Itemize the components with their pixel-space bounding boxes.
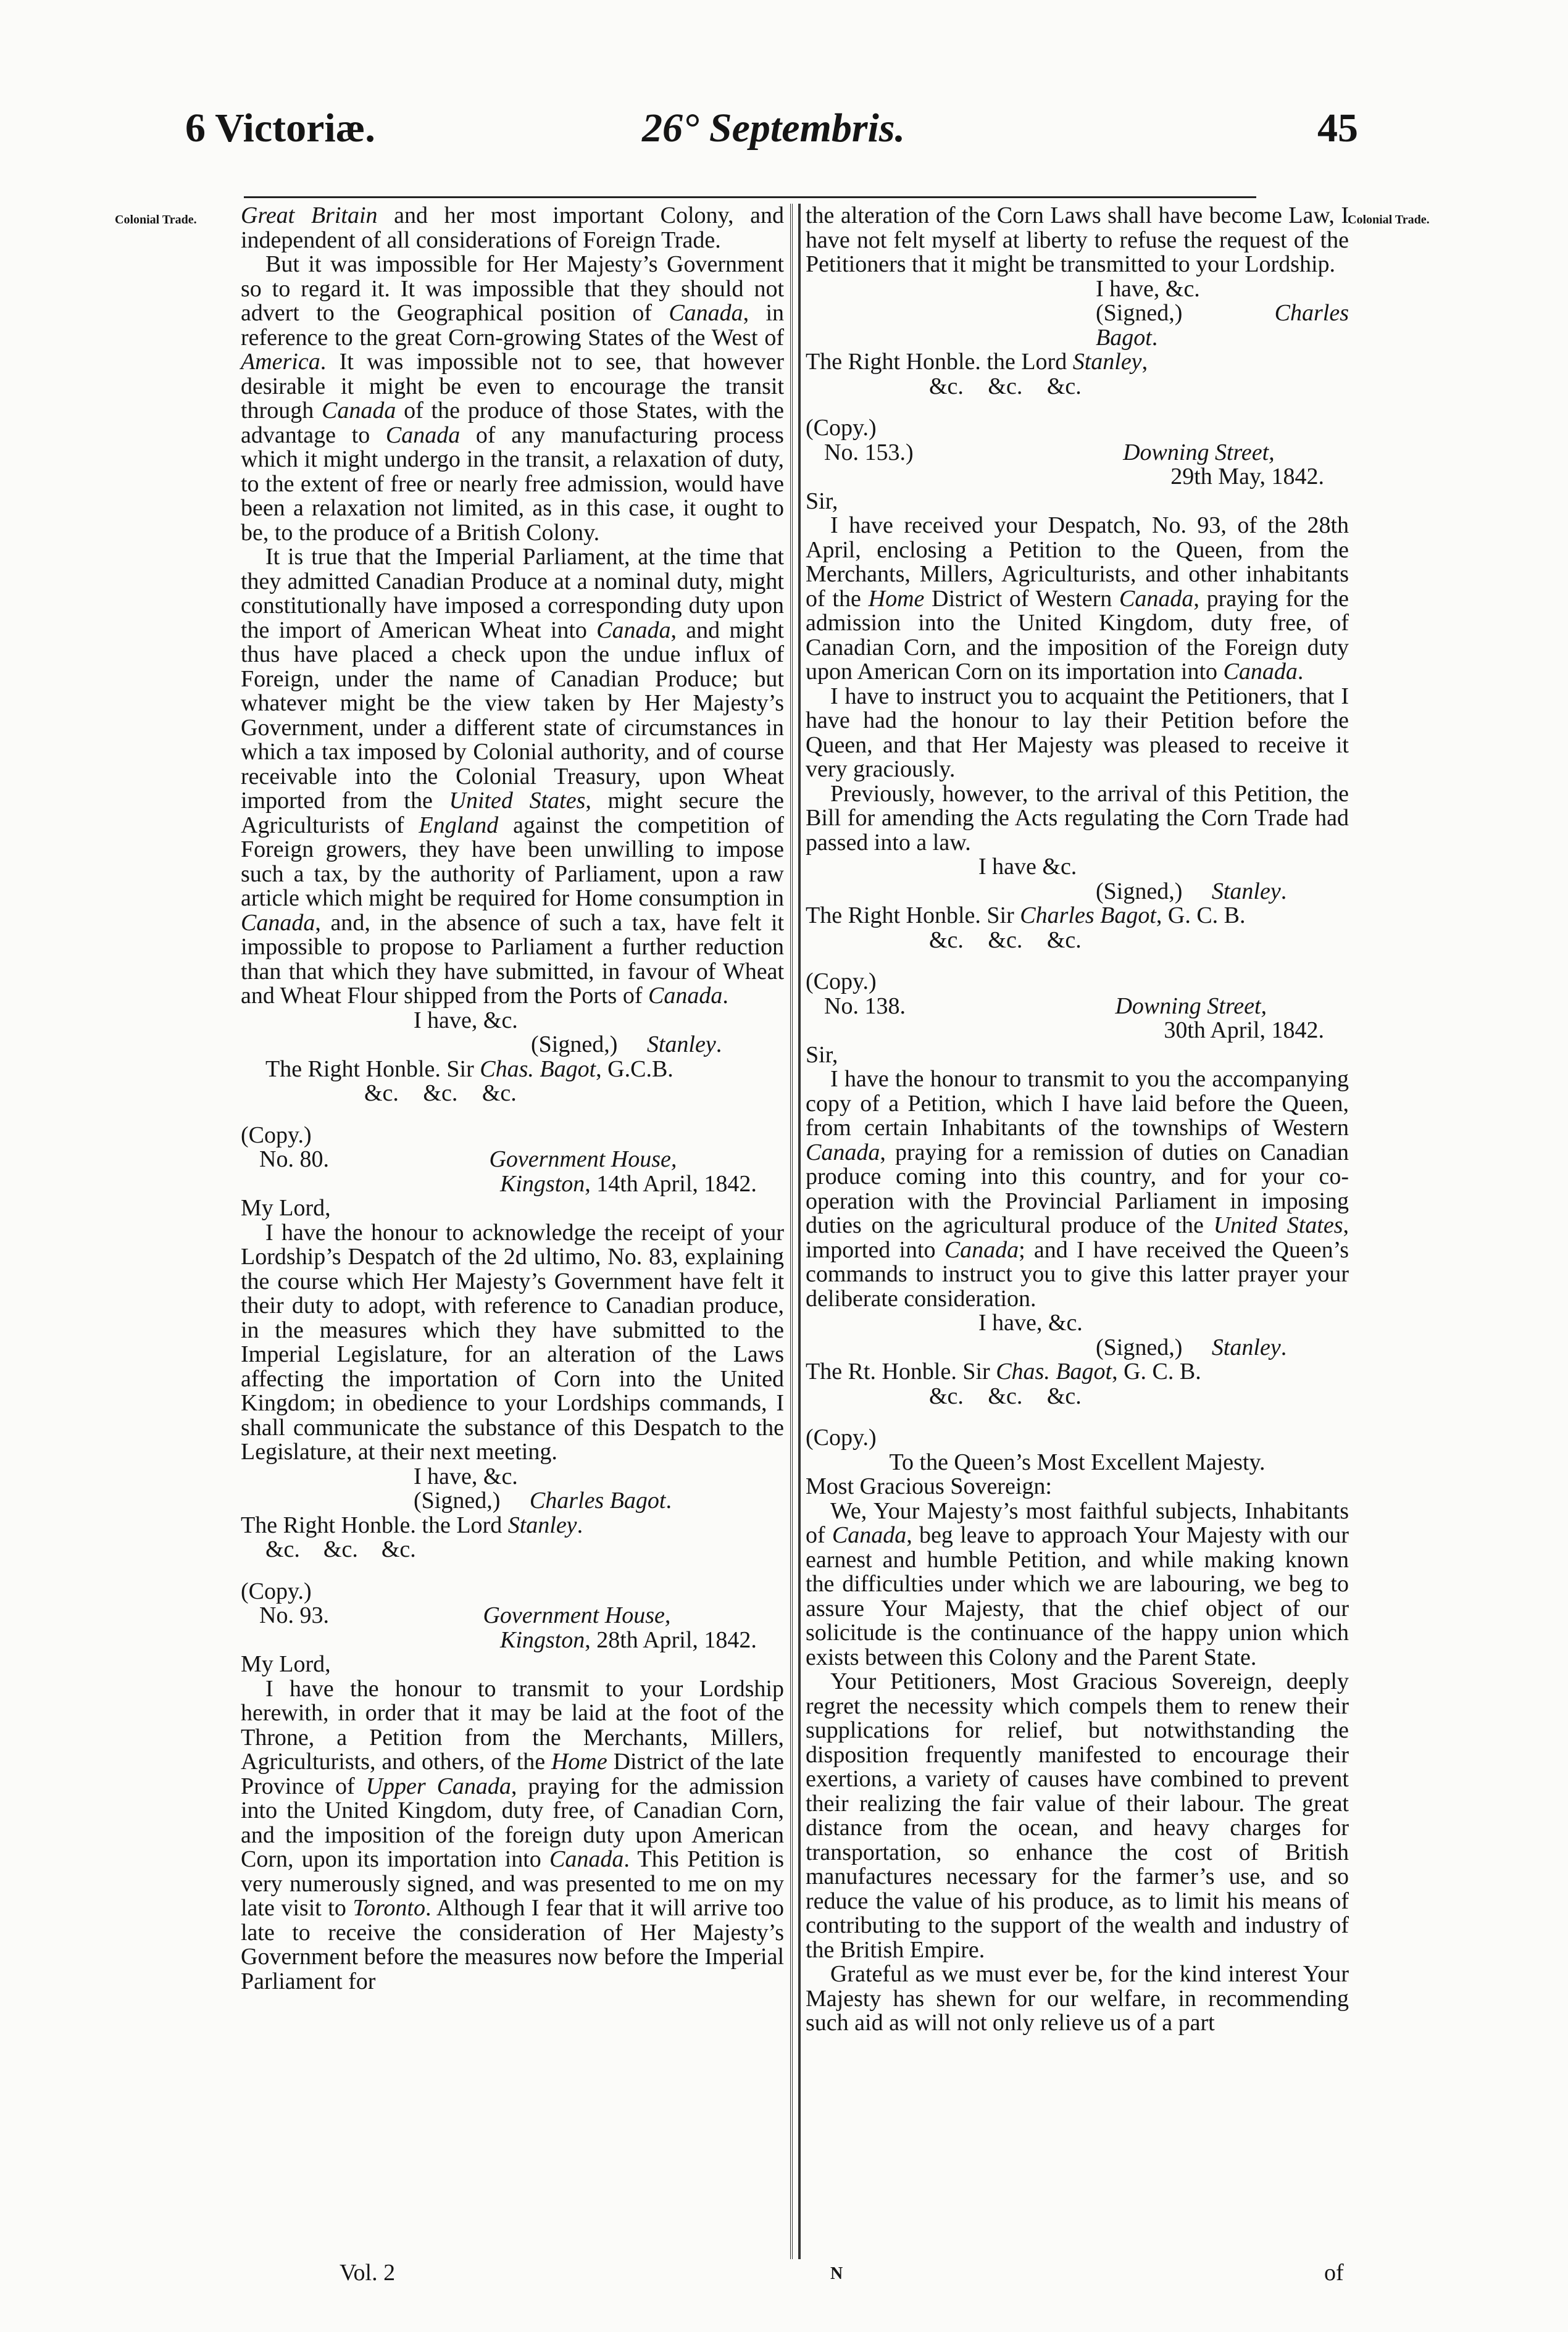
right-para-26: To the Queen’s Most Excellent Majesty. — [889, 1449, 1266, 1475]
right-para-15: &c. &c. &c. — [929, 927, 1082, 953]
left-para-3: I have, &c. — [414, 1007, 518, 1033]
right-para-8: Sir, — [806, 488, 838, 514]
volume-label: Vol. 2 — [340, 2260, 396, 2286]
right-para-19: Sir, — [806, 1041, 838, 1068]
right-para-6: No. 153.) Downing Street, — [824, 439, 1275, 465]
margin-note-right: Colonial Trade. — [1348, 213, 1430, 227]
left-para-15: &c. &c. &c. — [265, 1536, 416, 1562]
right-para-30: Grateful as we must ever be, for the kind interest Your Majesty has shewn for our welfare, in recommending such aid as will not only relieve us of a part — [806, 1961, 1349, 2036]
left-para-0: Great Britain and her most important Colony, and independent of all considerations of Foreign Trade. — [241, 202, 785, 253]
right-column — [806, 204, 1349, 2036]
right-para-25: (Copy.) — [806, 1425, 877, 1451]
left-para-17: No. 93. Government House, — [259, 1602, 671, 1628]
session-date: 26° Septembris. — [642, 106, 906, 151]
left-para-8: No. 80. Government House, — [259, 1146, 677, 1172]
signature-mark: N — [830, 2264, 843, 2283]
right-para-5: (Copy.) — [806, 415, 877, 441]
right-para-20: I have the honour to transmit to you the accompanying copy of a Petition, which I have laid before the Queen, from certain Inhabitants of the townships of Western Canada, praying for a remission of duties on Canadian produce coming into this country, and for your co-operation with the Provincial Parliament in imposing duties on the agricultural produce of the United States, imported into Canada; and I have received the Queen’s commands to instruct you to give this latter prayer your deliberate consideration. — [806, 1066, 1349, 1312]
right-para-21: I have, &c. — [978, 1310, 1083, 1336]
right-para-22: (Signed,) Stanley. — [1096, 1334, 1287, 1360]
left-para-12: I have, &c. — [414, 1463, 518, 1489]
left-para-18: Kingston, 28th April, 1842. — [500, 1626, 757, 1653]
left-para-9: Kingston, 14th April, 1842. — [500, 1170, 757, 1197]
page-number: 45 — [1317, 106, 1358, 151]
left-para-14: The Right Honble. the Lord Stanley. — [241, 1512, 583, 1538]
left-para-4: (Signed,) Stanley. — [531, 1031, 722, 1057]
left-column — [241, 204, 793, 2259]
right-para-7: 29th May, 1842. — [1170, 464, 1324, 489]
right-para-18: 30th April, 1842. — [1164, 1017, 1324, 1043]
right-para-0: the alteration of the Corn Laws shall have become Law, I have not felt myself at liberty to refuse the request of the Petitioners that it might be transmitted to your Lordship. — [806, 202, 1349, 277]
right-para-9: I have received your Despatch, No. 93, of the 28th April, enclosing a Petition to the Queen, from the Merchants, Millers, Agriculturists, and other inhabitants of the Home District of Western Canada, praying for the admission into the United Kingdom, duty free, of Canadian Corn, and the imposition of the Foreign duty upon American Corn on its importation into Canada. — [806, 512, 1349, 685]
header-rule — [244, 196, 1256, 198]
left-para-7: (Copy.) — [241, 1122, 312, 1148]
right-para-28: We, Your Majesty’s most faithful subjects, Inhabitants of Canada, beg leave to approach Your Majesty with our earnest and humble Petition, and while making known the difficulties under which we are labouring, we beg to assure Your Majesty, that the chief object of our solicitude is the continuance of the happy union which exists between this Colony and the Parent State. — [806, 1497, 1349, 1670]
left-para-6: &c. &c. &c. — [364, 1080, 517, 1106]
right-para-4: &c. &c. &c. — [929, 373, 1082, 399]
left-para-20: I have the honour to transmit to your Lordship herewith, in order that it may be laid at the foot of the Throne, a Petition from the Merchants, Millers, Agriculturists, and others, of the Home District of the late Province of Upper Canada, praying for the admission into the United Kingdom, duty free, of Canadian Corn, and the imposition of the foreign duty upon American Corn, upon its importation into Canada. This Petition is very numerously signed, and was presented to me on my late visit to Toronto. Although I fear that it will arrive too late to receive the consideration of Her Majesty’s Government before the measures now before the Imperial Parliament for — [241, 1675, 785, 1994]
left-para-10: My Lord, — [241, 1195, 331, 1221]
left-para-1: But it was impossible for Her Majesty’s Government so to regard it. It was impossible that they should not advert to the Geographical position of Canada, in reference to the great Corn-growing States of the West of America. It was impossible not to see, that however desirable it might be even to encourage the transit through Canada of the produce of those States, with the advantage to Canada of any manufacturing process which it might undergo in the transit, a relaxation of duty, to the extent of free or nearly free admission, would have been a relaxation not limited, as in this case, it ought to be, to the produce of a British Colony. — [241, 251, 784, 546]
right-para-1: I have, &c. — [1096, 275, 1200, 302]
right-para-3: The Right Honble. the Lord Stanley, — [806, 349, 1148, 375]
right-para-10: I have to instruct you to acquaint the Petitioners, that I have had the honour to lay their Petition before the Queen, and that Her Majesty was pleased to receive it very graciously. — [806, 683, 1349, 782]
left-para-5: The Right Honble. Sir Chas. Bagot, G.C.B. — [265, 1056, 673, 1082]
left-para-16: (Copy.) — [241, 1578, 312, 1604]
page-header — [185, 105, 1358, 179]
right-para-13: (Signed,) Stanley. — [1096, 878, 1287, 904]
right-para-27: Most Gracious Sovereign: — [806, 1473, 1052, 1499]
right-para-23: The Rt. Honble. Sir Chas. Bagot, G. C. B. — [806, 1359, 1201, 1385]
right-para-2: (Signed,) Charles Bagot. — [1096, 300, 1349, 351]
right-para-24: &c. &c. &c. — [929, 1383, 1082, 1409]
left-para-13: (Signed,) Charles Bagot. — [414, 1488, 672, 1514]
left-para-11: I have the honour to acknowledge the receipt of your Lordship’s Despatch of the 2d ultimo, No. 83, explaining the course which Her Majesty’s Government have felt it their duty to adopt, with reference to Canadian produce, in the measures which they have submitted to the Imperial Legislature, for an alteration of the Laws affecting the importation of Corn into the United Kingdom; in obedience to your Lordships commands, I shall communicate the substance of this Despatch to the Legislature, at their next meeting. — [241, 1219, 784, 1465]
margin-note-left: Colonial Trade. — [115, 213, 197, 227]
right-para-29: Your Petitioners, Most Gracious Sovereign, deeply regret the necessity which compels them to renew their supplications for relief, but notwithstanding the disposition frequently manifested to encourage their exertions, a variety of causes have combined to prevent their realizing the fair value of their labour. The great distance from the ocean, and heavy charges for transportation, so enhance the cost of British manufactures necessary for the farmer’s use, and so reduce the value of his produce, as to limit his means of contributing to the support of the wealth and industry of the British Empire. — [806, 1668, 1349, 1963]
left-para-19: My Lord, — [241, 1651, 331, 1677]
catchword: of — [1324, 2260, 1344, 2286]
left-para-2: It is true that the Imperial Parliament, at the time that they admitted Canadian Produce at a nominal duty, might constitutionally have imposed a corresponding duty upon the import of American Wheat into Canada, and might thus have placed a check upon the undue influx of Foreign, under the name of Canadian Produce; but whatever might be the view taken by Her Majesty’s Government, under a different state of circumstances in which a tax imposed by Colonial authority, and of course receivable into the Colonial Treasury, upon Wheat imported from the United States, might secure the Agriculturists of England against the competition of Foreign growers, they have been unwilling to impose such a tax, by the authority of Parliament, upon a raw article which might be required for Home consumption in Canada, and, in the absence of such a tax, have felt it impossible to propose to Parliament a further reduction than that which they have submitted, in favour of Wheat and Wheat Flour shipped from the Ports of Canada. — [241, 544, 785, 1009]
right-para-16: (Copy.) — [806, 968, 877, 994]
regnal-year: 6 Victoriæ. — [185, 106, 375, 151]
right-para-12: I have &c. — [978, 854, 1077, 880]
right-para-14: The Right Honble. Sir Charles Bagot, G. C. B. — [806, 902, 1246, 928]
right-para-17: No. 138. Downing Street, — [824, 993, 1267, 1019]
right-para-11: Previously, however, to the arrival of this Petition, the Bill for amending the Acts regulating the Corn Trade had passed into a law. — [806, 780, 1349, 856]
